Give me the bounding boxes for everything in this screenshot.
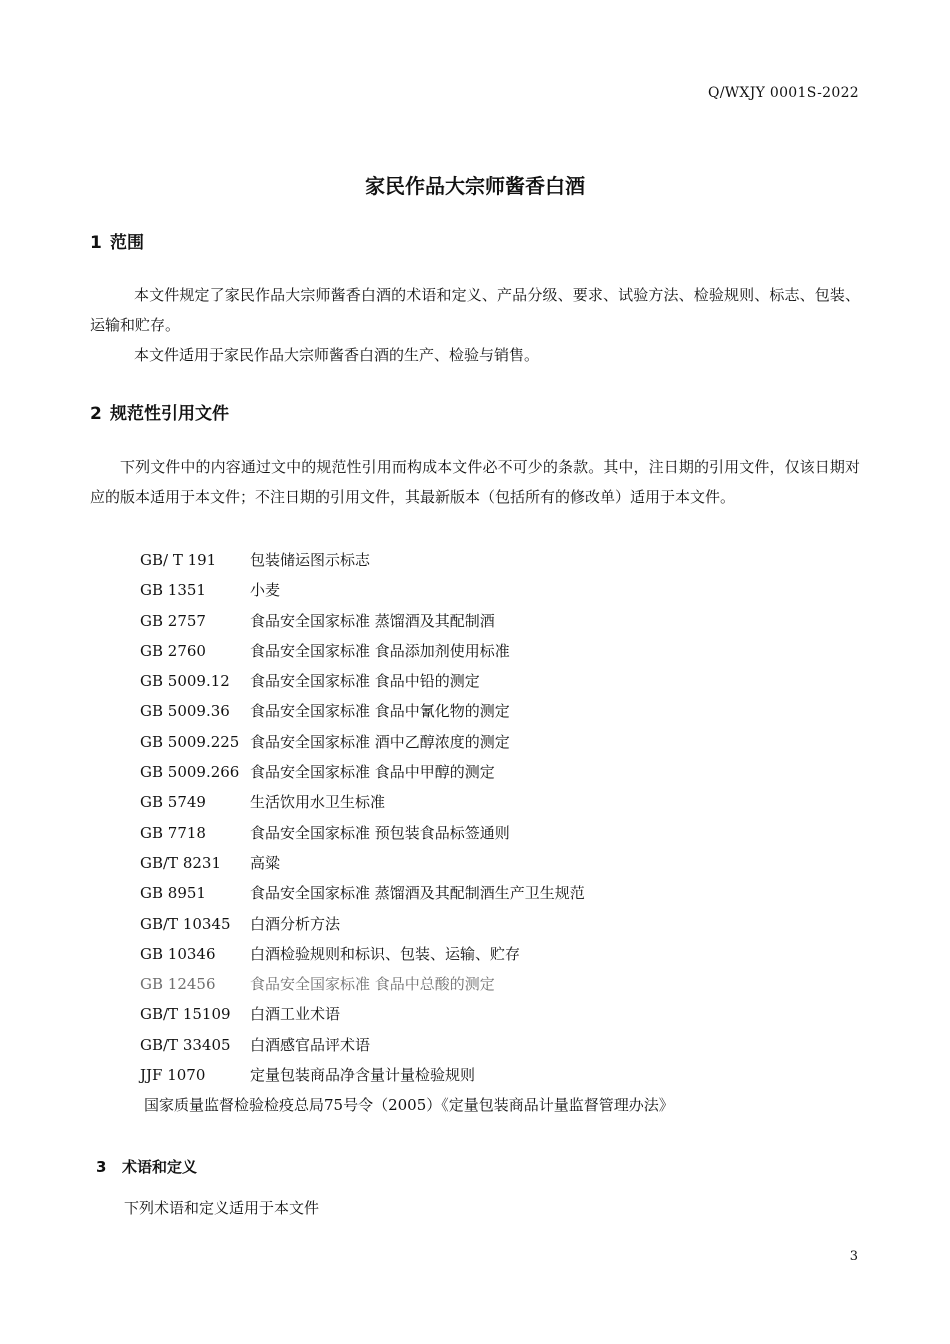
section-title: 规范性引用文件 (110, 404, 229, 424)
reference-code: JJF 1070 (140, 1066, 206, 1085)
reference-item (140, 818, 840, 848)
reference-title: 白酒分析方法 (250, 914, 341, 933)
reference-item (140, 939, 840, 969)
reference-code: GB 5009.225 (140, 732, 240, 751)
reference-title: 小麦 (250, 581, 281, 600)
section-number: 2 (90, 404, 102, 424)
reference-title: 食品安全国家标准 食品中总酸的测定 (250, 975, 495, 994)
reference-item (140, 575, 840, 605)
document-title: 家民作品大宗师酱香白酒 (365, 174, 585, 198)
section-number: 1 (90, 233, 102, 253)
reference-title: 食品安全国家标准 食品中甲醇的测定 (250, 763, 495, 782)
reference-list (140, 545, 840, 1121)
section-title: 范围 (110, 233, 144, 253)
reference-code: GB 5009.36 (140, 702, 230, 721)
reference-code: GB 5009.12 (140, 672, 230, 691)
reference-item (140, 636, 840, 666)
reference-item (140, 969, 840, 999)
reference-title: 食品安全国家标准 蒸馏酒及其配制酒生产卫生规范 (250, 884, 585, 903)
section-3-heading (96, 1156, 197, 1177)
reference-item (140, 545, 840, 575)
section-1-heading (90, 228, 144, 253)
reference-title: 食品安全国家标准 食品添加剂使用标准 (250, 641, 510, 660)
reference-code: GB 2757 (140, 611, 206, 630)
reference-code: GB 12456 (140, 975, 216, 994)
reference-title: 食品安全国家标准 酒中乙醇浓度的测定 (250, 732, 510, 751)
reference-code: GB 10346 (140, 944, 216, 963)
reference-item (140, 909, 840, 939)
reference-title: 食品安全国家标准 蒸馏酒及其配制酒 (250, 611, 495, 630)
reference-item (140, 757, 840, 787)
reference-item (140, 878, 840, 908)
reference-extra: 国家质量监督检验检疫总局75号令（2005）《定量包装商品计量监督管理办法》 (144, 1096, 674, 1115)
reference-code: GB/ T 191 (140, 551, 217, 569)
reference-code: GB 5009.266 (140, 763, 240, 782)
reference-title: 包装储运图示标志 (250, 551, 371, 569)
reference-code: GB/T 33405 (140, 1035, 231, 1054)
reference-item (140, 696, 840, 726)
reference-title: 食品安全国家标准 预包装食品标签通则 (250, 823, 510, 842)
scope-paragraph-1: 本文件规定了家民作品大宗师酱香白酒的术语和定义、产品分级、要求、试验方法、检验规则、标志、包装、运输和贮存。 (90, 286, 860, 334)
section-2-heading (90, 399, 229, 424)
reference-item (140, 1060, 840, 1090)
reference-item (140, 1030, 840, 1060)
reference-code: GB 2760 (140, 641, 206, 660)
reference-title: 食品安全国家标准 食品中氰化物的测定 (250, 702, 510, 721)
reference-item (140, 666, 840, 696)
page-number: 3 (849, 1249, 858, 1264)
document-code: Q/WXJY 0001S-2022 (707, 85, 859, 101)
reference-item (140, 787, 840, 817)
section-number: 3 (96, 1158, 107, 1176)
reference-title: 白酒检验规则和标识、包装、运输、贮存 (250, 944, 521, 963)
normative-intro: 下列文件中的内容通过文中的规范性引用而构成本文件必不可少的条款。其中，注日期的引用文件，仅该日期对应的版本适用于本文件；不注日期的引用文件，其最新版本（包括所有的修改单）适用于本文件。 (90, 458, 860, 506)
reference-code: GB 7718 (140, 823, 206, 842)
reference-item (140, 727, 840, 757)
reference-code: GB 5749 (140, 793, 206, 812)
reference-title: 高粱 (250, 853, 281, 872)
reference-code: GB/T 15109 (140, 1005, 231, 1024)
reference-code: GB 8951 (140, 884, 206, 903)
reference-item (140, 848, 840, 878)
section-title: 术语和定义 (122, 1158, 198, 1176)
terms-intro: 下列术语和定义适用于本文件 (124, 1199, 320, 1217)
reference-code: GB/T 8231 (140, 853, 222, 872)
reference-title: 白酒工业术语 (250, 1005, 341, 1024)
reference-code: GB 1351 (140, 581, 206, 600)
reference-code: GB/T 10345 (140, 914, 231, 933)
scope-paragraph-2: 本文件适用于家民作品大宗师酱香白酒的生产、检验与销售。 (134, 346, 540, 364)
reference-title: 白酒感官品评术语 (250, 1035, 371, 1054)
reference-title: 定量包装商品净含量计量检验规则 (250, 1066, 476, 1085)
reference-item (140, 999, 840, 1029)
reference-title: 食品安全国家标准 食品中铅的测定 (250, 672, 480, 691)
reference-item (140, 606, 840, 636)
reference-title: 生活饮用水卫生标准 (250, 793, 386, 812)
